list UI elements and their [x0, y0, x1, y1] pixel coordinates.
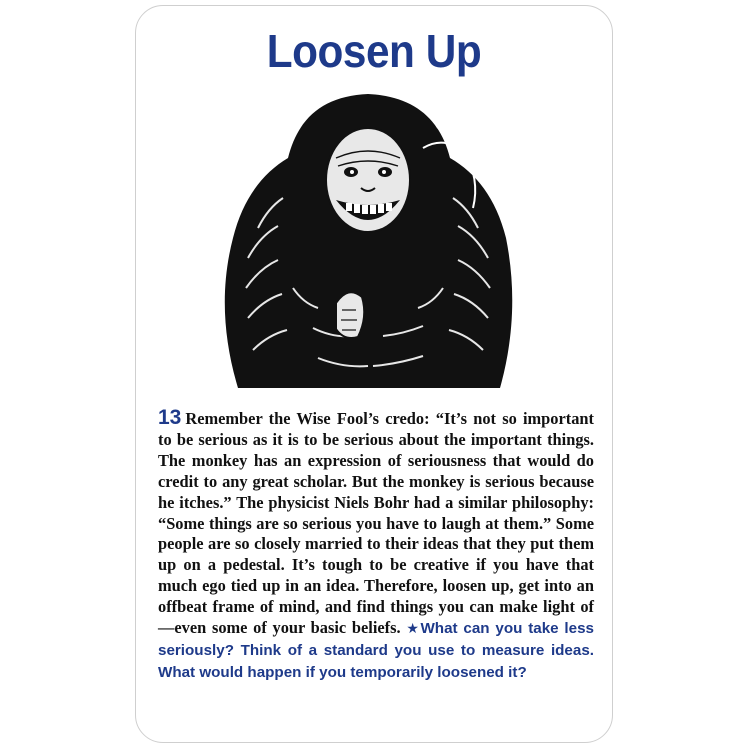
card-question: What can you take less seriously? Think of a standard you use to measure ideas. What would happen if you temporarily loosened it?	[158, 620, 594, 681]
card-body-text: Remember the Wise Fool’s credo: “It’s not so important to be serious as it is to be serious about the important things. The monkey has an expression of seriousness that would do credit to any great scholar. But the monkey is serious because he itches.” The physicist Niels Bohr had a similar philosophy: “Some things are so serious you have to laugh at them.” Some people are so closely married to their ideas that they put them up on a pedestal. It’s tough to be creative if you have that much ego tied up in an idea. Therefore, loosen up, get into an offbeat frame of mind, and find things you can make light of—even some of your basic beliefs.	[158, 409, 594, 638]
card-title: Loosen Up	[266, 25, 482, 77]
monkey-illustration	[218, 88, 518, 398]
creative-card	[135, 5, 613, 743]
star-icon: ★	[406, 621, 421, 638]
card-body	[158, 408, 594, 684]
card-number: 13	[158, 406, 182, 429]
